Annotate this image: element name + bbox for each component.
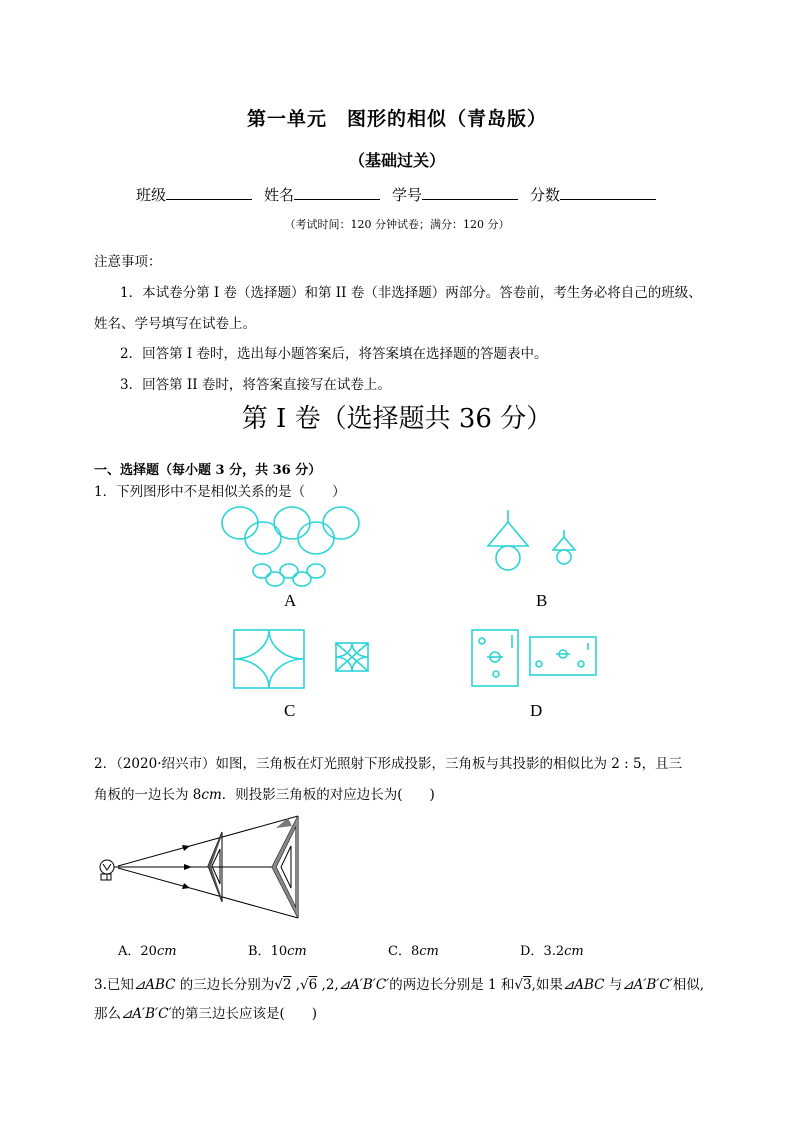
q3-text: 3.已知 <box>94 977 134 993</box>
q2-option-b-label: B． <box>248 944 271 959</box>
q2-option-c-label: C． <box>388 944 411 959</box>
lamp-icon <box>100 860 118 880</box>
q3-text: , <box>291 977 301 993</box>
q3-triangle-abc-prime: ⊿A′B′C′ <box>121 1006 172 1022</box>
q2-option-b-value: 10 <box>270 944 288 959</box>
q2-option-c-value: 8 <box>410 944 420 959</box>
q2-option-c[interactable] <box>388 940 439 959</box>
q2-option-b-unit: cm <box>287 944 307 959</box>
section-title: 第 I 卷（选择题共 36 分） <box>241 404 553 434</box>
q2-option-d[interactable] <box>520 940 584 959</box>
q1-stem: 1．下列图形中不是相似关系的是（ ） <box>94 484 346 500</box>
q1-label-a: A <box>284 591 297 610</box>
note-item-3: 3．回答第 II 卷时，将答案直接写在试卷上。 <box>120 377 391 393</box>
q1-label-b: B <box>536 591 548 610</box>
q3-text: 与 <box>604 977 623 993</box>
q3-line-2 <box>94 1002 317 1022</box>
class-label: 班级 <box>136 186 167 204</box>
q3-text: 的三边长分别为 <box>175 977 275 993</box>
q2-line-1: 2．（2020·绍兴市）如图，三角板在灯光照射下形成投影，三角板与其投影的相似比为 2 : 5，且三 <box>94 756 683 772</box>
q2-unit: cm <box>201 787 222 803</box>
q2-option-a[interactable] <box>118 940 177 959</box>
note-item-1-line-1: 1．本试卷分第 I 卷（选择题）和第 II 卷（非选择题）两部分。答卷前，考生务必将自己的班级、 <box>120 285 702 301</box>
q1-label-c: C <box>284 701 296 720</box>
id-label: 学号 <box>392 186 423 204</box>
sqrt-symbol: √ <box>514 977 524 993</box>
time-note: （考试时间：120 分钟试卷；满分：120 分） <box>284 218 510 231</box>
q3-text: ,如果 <box>531 977 563 993</box>
q3-text: 那么 <box>94 1006 121 1022</box>
exam-title: 第一单元 图形的相似（青岛版） <box>246 108 547 130</box>
q3-triangle-abc-prime: ⊿A′B′C′ <box>338 977 390 993</box>
q2-option-a-unit: cm <box>156 944 177 959</box>
name-label: 姓名 <box>264 186 295 204</box>
q3-text: ,2, <box>317 977 339 993</box>
sqrt-symbol: √ <box>300 977 309 993</box>
q2-option-a-label: A． <box>118 944 141 959</box>
q3-line-1 <box>94 973 704 993</box>
q2-option-d-unit: cm <box>564 944 584 959</box>
q2-option-c-unit: cm <box>419 944 439 959</box>
q3-triangle-abc: ⊿ABC <box>562 977 605 993</box>
q1-label-d: D <box>530 701 543 720</box>
q2-option-a-value: 20 <box>140 944 157 959</box>
notes-heading: 注意事项： <box>94 254 162 270</box>
q2-line-2-b: ．则投影三角板的对应边长为( ) <box>221 787 435 803</box>
q3-sqrt-3: 3 <box>523 977 532 993</box>
q2-option-b[interactable] <box>248 940 307 959</box>
note-item-2: 2．回答第 I 卷时，选出每小题答案后，将答案填在选择题的答题表中。 <box>120 346 548 362</box>
q3-triangle-abc: ⊿ABC <box>133 977 176 993</box>
q2-option-d-label: D． <box>520 944 544 959</box>
note-item-1-line-2: 姓名、学号填写在试卷上。 <box>94 316 256 332</box>
q3-text: 的第三边长应该是( ) <box>171 1006 318 1022</box>
q2-line-2-a: 角板的一边长为 8 <box>94 787 202 803</box>
q2-option-d-value: 3.2 <box>543 944 565 959</box>
sqrt-symbol: √ <box>274 977 283 993</box>
part-heading: 一、选择题（每小题 3 分，共 36 分） <box>94 463 322 478</box>
q3-text: 相似, <box>672 977 705 993</box>
exam-subtitle: （基础过关） <box>348 151 445 170</box>
q3-triangle-abc-prime: ⊿A′B′C′ <box>622 977 673 993</box>
q3-text: 的两边长分别是 1 和 <box>389 977 515 993</box>
score-label: 分数 <box>530 186 561 204</box>
q3-sqrt-6: 6 <box>308 977 318 993</box>
q3-sqrt-2: 2 <box>282 977 292 993</box>
